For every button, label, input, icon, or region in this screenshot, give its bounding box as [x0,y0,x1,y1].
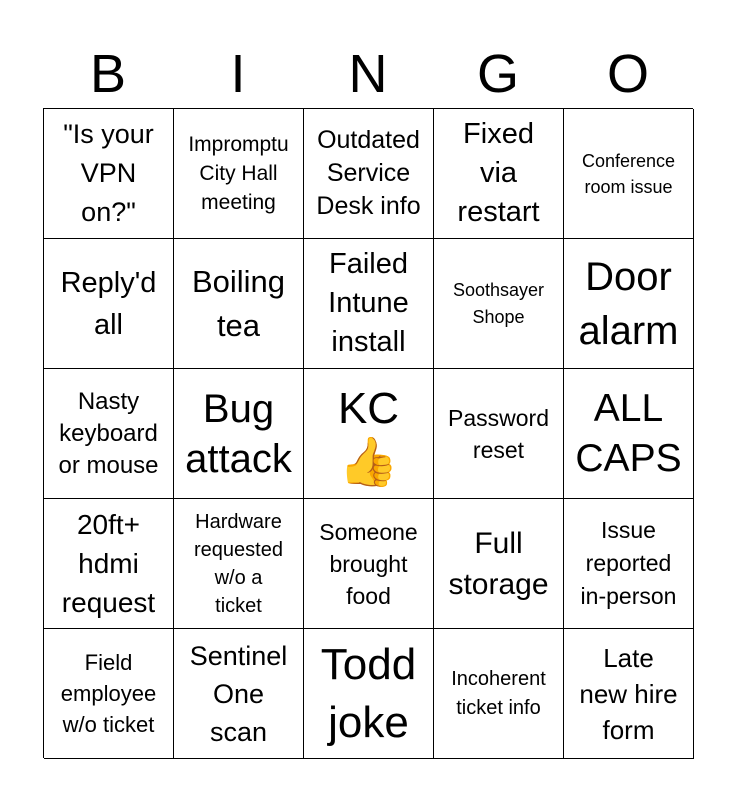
cell-label: Soothsayer Shope [452,279,545,327]
bingo-cell-r1-c3[interactable] [434,239,564,369]
bingo-cell-r4-c4[interactable] [564,629,694,759]
cell-label: Fixed via restart [457,118,540,228]
bingo-cell-r0-c0[interactable] [44,109,174,239]
bingo-cell-r3-c0[interactable] [44,499,174,629]
cell-label: Someone brought food [319,518,418,609]
header-letter-o: O [606,44,649,104]
cell-label: "Is your VPN on?" [63,119,154,227]
bingo-cell-r4-c3[interactable] [434,629,564,759]
cell-label: ALL CAPS [575,386,682,480]
cell-label: Incoherent ticket info [451,667,546,719]
cell-label: Nasty keyboard or mouse [58,387,159,479]
thumbs-up-icon: 👍 [338,433,399,490]
free-space-label: KC [337,383,400,433]
bingo-cell-r4-c0[interactable] [44,629,174,759]
cell-label: Todd joke [320,639,417,747]
bingo-cell-r1-c2[interactable] [304,239,434,369]
cell-label: Failed Intune install [328,248,409,358]
bingo-cell-r1-c1[interactable] [174,239,304,369]
cell-label: Full storage [448,526,549,601]
header-letter-g: G [476,44,519,104]
bingo-cell-r2-c3[interactable] [434,369,564,499]
bingo-cell-r4-c2[interactable] [304,629,434,759]
cell-label: Late new hire form [579,642,678,745]
cell-label: Field employee w/o ticket [60,650,157,737]
bingo-cell-r0-c4[interactable] [564,109,694,239]
bingo-cell-r1-c0[interactable] [44,239,174,369]
bingo-cell-r2-c4[interactable] [564,369,694,499]
cell-label: Hardware requested w/o a ticket [194,510,283,617]
bingo-cell-r3-c1[interactable] [174,499,304,629]
bingo-board [43,108,693,758]
cell-label: Conference room issue [581,150,676,197]
bingo-cell-r2-c1[interactable] [174,369,304,499]
header-letter-i: I [230,44,246,104]
cell-label: Issue reported in-person [580,517,677,609]
bingo-cell-r1-c4[interactable] [564,239,694,369]
free-space [338,380,399,488]
bingo-cell-r3-c3[interactable] [434,499,564,629]
cell-label: Boiling tea [191,263,286,343]
bingo-cell-r3-c4[interactable] [564,499,694,629]
bingo-cell-r0-c1[interactable] [174,109,304,239]
bingo-header [43,40,693,108]
bingo-cell-r4-c1[interactable] [174,629,304,759]
bingo-cell-r2-c2[interactable] [304,369,434,499]
bingo-cell-r3-c2[interactable] [304,499,434,629]
cell-label: Password reset [448,404,549,463]
bingo-cell-r0-c3[interactable] [434,109,564,239]
bingo-cell-r2-c0[interactable] [44,369,174,499]
header-letter-b: B [89,44,127,104]
header-letter-n: N [348,44,388,104]
bingo-cell-r0-c2[interactable] [304,109,434,239]
cell-label: Reply'd all [60,266,157,341]
cell-label: 20ft+ hdmi request [61,509,156,618]
cell-label: Door alarm [578,254,679,353]
cell-label: Bug attack [185,386,292,481]
cell-label: Sentinel One scan [189,640,288,747]
cell-label: Impromptu City Hall meeting [188,133,289,214]
cell-label: Outdated Service Desk info [316,126,421,220]
